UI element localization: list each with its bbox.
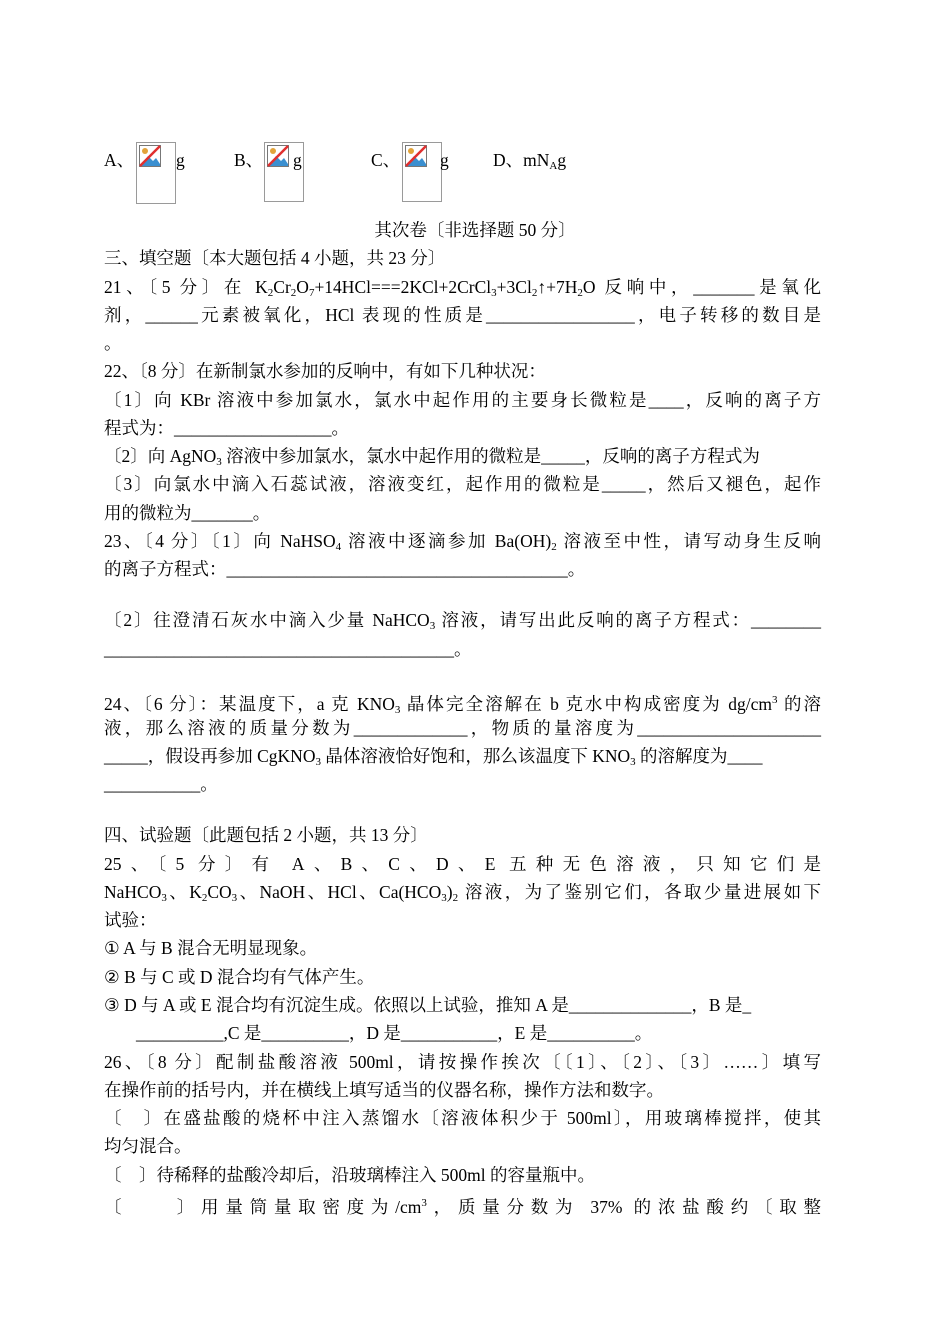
option-d: D、$mN_Ag$ [493, 150, 567, 172]
question-22-line: 22、〔8 分〕在新制氯水参加的反响中，有如下几种状况： [104, 361, 546, 381]
question-26-line: 〔 〕用量筒量取密度为$/cm^3$，质量分数为 37% 的浓盐酸约〔取整 [104, 1197, 821, 1217]
question-26-line: 均匀混合。 [104, 1136, 192, 1156]
option-a: A、 [104, 150, 135, 170]
question-25-line: NaHCO$_3$、$K_2CO_3$、NaOH、HCl、$Ca(HCO_3)_2$ 溶液，为了鉴别它们，各取少量进展如下 [104, 882, 822, 904]
question-22-line: 〔1〕向 KBr 溶液中参加氯水，氯水中起作用的主要身长微粒是____，反响的离子方 [104, 390, 821, 410]
list-item: ③ D 与 A 或 E 混合均有沉淀生成。依照以上试验，推知 A 是______________，B 是_ [104, 995, 752, 1015]
question-25-line: 试验： [104, 910, 157, 930]
question-24-line: 24、〔6 分〕：某温度下，a 克 $KNO_3$ 晶体完全溶解在 b 克水中构成密度为 $dg/cm^3$ 的溶 [104, 694, 822, 716]
question-23-line: 的离子方程式：_______________________________________。 [104, 559, 586, 579]
section-title: 其次卷〔非选择题 50 分〕 [374, 220, 576, 240]
question-22-line: 用的微粒为_______。 [104, 503, 271, 523]
question-24-line: ___________。 [104, 774, 218, 794]
question-23-line: ________________________________________。 [104, 639, 472, 659]
question-26-line: 在操作前的括号内，并在横线上填写适当的仪器名称，操作方法和数字。 [104, 1080, 664, 1100]
section-heading: 三、填空题〔本大题包括 4 小题，共 23 分〕 [104, 248, 446, 268]
broken-image-icon [402, 142, 442, 202]
question-21-line: 剂，______元素被氧化，HCl 表现的性质是_________________，电子转移的数目是 [104, 305, 821, 325]
option-b: B、 [234, 150, 264, 170]
question-21-line: 21、〔5 分〕在 $K_2Cr_2O_7+14HCl===2KCl+2CrCl_3+3Cl_2↑+7H_2O$ 反响中，_______是氧化 [104, 277, 822, 299]
question-23-line: 23、〔4 分〕〔1〕向 NaHSO$_4$ 溶液中逐滴参加 $Ba(OH)_2$ 溶液至中性，请写动身生反响 [104, 531, 821, 553]
list-item: ① A 与 B 混合无明显现象。 [104, 938, 318, 958]
list-item: __________,C 是__________，D 是___________，E 是__________。 [136, 1023, 653, 1043]
option-c-unit: g [440, 150, 449, 170]
question-22-line: 程式为：__________________。 [104, 418, 349, 438]
option-a-unit: g [176, 150, 185, 170]
question-24-line: _____，假设再参加 CgKNO$_3$ 晶体溶液恰好饱和，那么该温度下 $KNO_3$ 的溶解度为____ [104, 746, 763, 768]
question-25-line: 25、〔5 分〕有 A、B、C、D、E 五种无色溶液，只知它们是 [104, 854, 821, 874]
broken-image-icon [136, 142, 176, 204]
question-22-line: 〔3〕向氯水中滴入石蕊试液，溶液变红，起作用的微粒是_____，然后又褪色，起作 [104, 474, 821, 494]
question-21-line: 。 [104, 333, 122, 353]
list-item: ② B 与 C 或 D 混合均有气体产生。 [104, 967, 375, 987]
question-26-line: 〔 〕在盛盐酸的烧杯中注入蒸馏水〔溶液体积少于 500ml〕，用玻璃棒搅拌，使其 [104, 1108, 821, 1128]
option-b-unit: g [293, 150, 302, 170]
section-heading: 四、试验题〔此题包括 2 小题，共 13 分〕 [104, 825, 428, 845]
question-22-line: 〔2〕向 AgNO$_3$ 溶液中参加氯水，氯水中起作用的微粒是_____，反响的离子方程式为 [104, 446, 760, 468]
question-24-line: 液，那么溶液的质量分数为_____________，物质的量溶度为_____________________ [104, 718, 821, 738]
option-c: C、 [371, 150, 401, 170]
question-26-line: 26、〔8 分〕配制盐酸溶液 500ml，请按操作挨次〔〔1〕、〔2〕、〔3〕……〕填写 [104, 1052, 821, 1072]
question-26-line: 〔 〕待稀释的盐酸冷却后，沿玻璃棒注入 500ml 的容量瓶中。 [104, 1165, 595, 1185]
question-23-line: 〔2〕往澄清石灰水中滴入少量 NaHCO$_3$ 溶液，请写出此反响的离子方程式：________ [104, 610, 821, 632]
